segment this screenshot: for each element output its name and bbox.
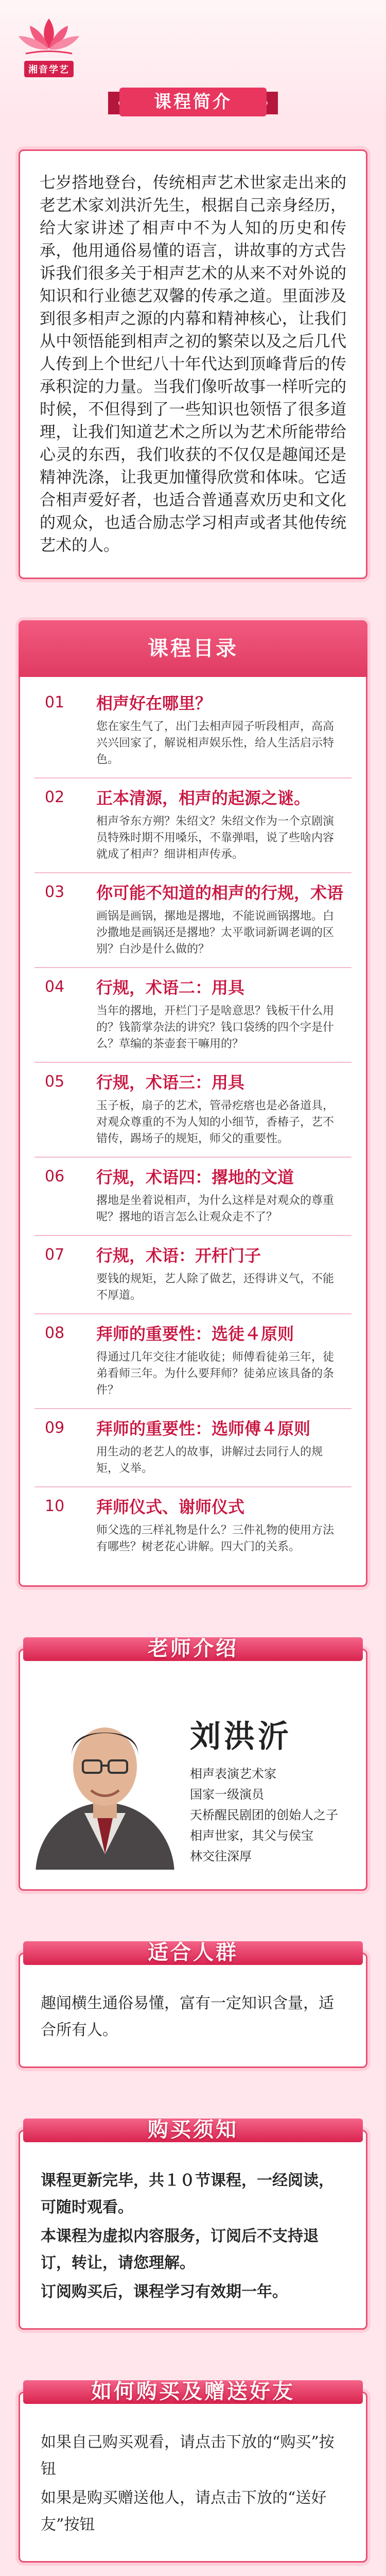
purchase-line: 订阅购买后，课程学习有效期一年。 <box>41 2283 288 2301</box>
lesson-body <box>96 1071 352 1147</box>
lesson-title: 行规，术语：开杆门子 <box>96 1246 261 1265</box>
title-ribbon <box>108 88 278 121</box>
lesson-description: 画锅是画锅，摞地是撂地，不能说画锅撂地。白沙撒地是画锅还是撂地？太平歌词新调老调的区别？白沙是什么做的？ <box>96 910 335 956</box>
lesson-item <box>34 1409 352 1487</box>
lesson-title: 行规，术语三：用具 <box>96 1073 245 1092</box>
teacher-section-title-text: 老师介绍 <box>148 1637 238 1660</box>
howto-card <box>19 2392 367 2563</box>
intro-card <box>19 149 367 579</box>
header <box>0 0 386 118</box>
lesson-body <box>96 692 352 768</box>
teacher-section-title <box>116 1628 270 1669</box>
lesson-body <box>96 1323 352 1399</box>
lesson-description: 得通过几年交往才能收徒；师傅看徒弟三年，徒弟看师三年。为什么要拜师？徒弟应该具备的条件？ <box>96 1351 335 1397</box>
audience-section-title-text: 适合人群 <box>148 1941 238 1964</box>
teacher-bio-line: 天桥醒民剧团的创始人之子 <box>190 1808 338 1822</box>
lotus-icon <box>15 15 82 57</box>
teacher-card <box>19 1649 367 1891</box>
catalog-card <box>19 620 367 1587</box>
teacher-bio-line: 林交往深厚 <box>190 1849 252 1863</box>
lesson-item <box>34 1487 352 1565</box>
intro-text: 七岁搭地登台，传统相声艺术世家走出来的老艺术家刘洪沂先生，根据自己亲身经历，给大家讲述了相声中不为人知的历史和传承，他用通俗易懂的语言，讲故事的方式告诉我们很多关于相声艺术的从来不对外说的知识和行业德艺双馨的传承之道。里面涉及到很多相声之源的内幕和精神核心，让我们从中领悟能到相声之初的繁荣以及之后几代人传到上个世纪八十年代达到顶峰背后的传承积淀的力量。当我们像听故事一样听完的时候，不但得到了一些知识也领悟了很多道理，让我们知道艺术之所以为艺术所能带给心灵的东西，我们收获的不仅仅是趣闻还是精神洗涤，让我更加懂得欣赏和体味。它适合相声爱好者，也适合普通喜欢历史和文化的观众，也适合励志学习相声或者其他传统艺术的人。 <box>40 174 346 555</box>
lesson-body <box>96 1244 352 1304</box>
audience-section-title <box>116 1932 270 1973</box>
purchase-line: 课程更新完毕，共１０节课程，一经阅读，可随时观看。 <box>41 2172 334 2216</box>
lesson-number: 07 <box>45 1246 65 1264</box>
lesson-description: 您在家生气了，出门去相声园子听段相声，高高兴兴回家了，解说相声娱乐性，给人生活启示特色。 <box>96 720 335 766</box>
lesson-list <box>34 684 352 1565</box>
lesson-body <box>96 1166 352 1226</box>
lesson-number: 10 <box>45 1497 65 1515</box>
lesson-body <box>96 787 352 863</box>
lesson-description: 师父选的三样礼物是什么？三件礼物的使用方法有哪些？树老花心讲解。四大门的关系。 <box>96 1524 335 1553</box>
lesson-number: 05 <box>45 1073 65 1091</box>
teacher-name: 刘洪沂 <box>190 1719 292 1755</box>
howto-line: 如果自己购买观看，请点击下放的“购买”按钮 <box>41 2433 335 2478</box>
purchase-card <box>19 2130 367 2330</box>
lesson-item <box>34 1158 352 1236</box>
lesson-title: 拜师的重要性：选师傅４原则 <box>96 1419 311 1438</box>
teacher-bio-line: 相声表演艺术家 <box>190 1767 276 1781</box>
logo-text: 湘音学艺 <box>24 61 74 77</box>
brand-logo <box>15 15 82 77</box>
howto-section-title-text: 如何购买及赠送好友 <box>91 2380 295 2403</box>
lesson-title: 行规，术语二：用具 <box>96 978 245 997</box>
purchase-section-title <box>116 2109 270 2150</box>
lesson-body <box>96 1496 352 1555</box>
lesson-description: 要钱的规矩，艺人除了做艺，还得讲义气，不能不厚道。 <box>96 1273 335 1302</box>
lesson-body <box>96 882 352 958</box>
lesson-number: 02 <box>45 788 65 806</box>
lesson-description: 相声爷东方朔？朱绍文？朱绍文作为一个京剧演员特殊时期不用嗓乐，不靠弹唱，说了些啥内容就成了相声？细讲相声传承。 <box>96 815 335 861</box>
lesson-description: 撂地是坐着说相声，为什么这样是对观众的尊重呢？撂地的语言怎么让观众走不了？ <box>96 1194 335 1224</box>
teacher-bio-line: 国家一级演员 <box>190 1787 264 1802</box>
lesson-description: 玉子板，扇子的艺术，管帚疙瘩也是必备道具，对观众尊重的不为人知的小细节，香椿子，艺不错传，踢场子的规矩，师父的重要性。 <box>96 1099 335 1145</box>
lesson-title: 拜师的重要性：选徒４原则 <box>96 1324 294 1344</box>
lesson-number: 03 <box>45 883 65 901</box>
lesson-number: 01 <box>45 693 65 711</box>
lesson-item <box>34 1314 352 1409</box>
page-title: 课程简介 <box>154 92 232 112</box>
teacher-bio <box>190 1764 338 1867</box>
lesson-title: 拜师仪式、谢师仪式 <box>96 1497 245 1517</box>
teacher-bio-line: 相声世家，其父与侯宝 <box>190 1828 313 1843</box>
lesson-number: 04 <box>45 978 65 996</box>
howto-line: 如果是购买赠送他人，请点击下放的“送好友”按钮 <box>41 2489 327 2534</box>
lesson-title: 行规，术语四：撂地的文道 <box>96 1167 294 1187</box>
teacher-photo <box>36 1700 174 1870</box>
lesson-item <box>34 1063 352 1158</box>
lesson-item <box>34 873 352 968</box>
lesson-title: 正本清源，相声的起源之谜。 <box>96 788 311 808</box>
howto-section-title <box>39 2371 347 2412</box>
lesson-item <box>34 778 352 873</box>
lesson-description: 用生动的老艺人的故事，讲解过去同行人的规矩，义举。 <box>96 1446 323 1475</box>
lesson-title: 相声好在哪里？ <box>96 693 212 713</box>
lesson-number: 06 <box>45 1167 65 1185</box>
purchase-section-title-text: 购买须知 <box>148 2118 238 2142</box>
lesson-number: 08 <box>45 1324 65 1342</box>
lesson-item <box>34 684 352 778</box>
purchase-line: 本课程为虚拟内容服务，订阅后不支持退订，转让，请您理解。 <box>41 2227 319 2272</box>
lesson-item <box>34 968 352 1063</box>
lesson-description: 当年的撂地，开栏门子是啥意思？钱板干什么用的？钱箭掌杂法的讲究？钱口袋绣的四个字是什么？草编的茶壶套干嘛用的？ <box>96 1005 335 1050</box>
lesson-number: 09 <box>45 1419 65 1437</box>
lesson-body <box>96 1417 352 1477</box>
audience-text: 趣闻横生通俗易懂，富有一定知识含量，适合所有人。 <box>41 1994 334 2039</box>
lesson-title: 你可能不知道的相声的行规，术语 <box>96 883 344 903</box>
catalog-title: 课程目录 <box>19 620 367 677</box>
lesson-body <box>96 976 352 1053</box>
lesson-item <box>34 1236 352 1314</box>
